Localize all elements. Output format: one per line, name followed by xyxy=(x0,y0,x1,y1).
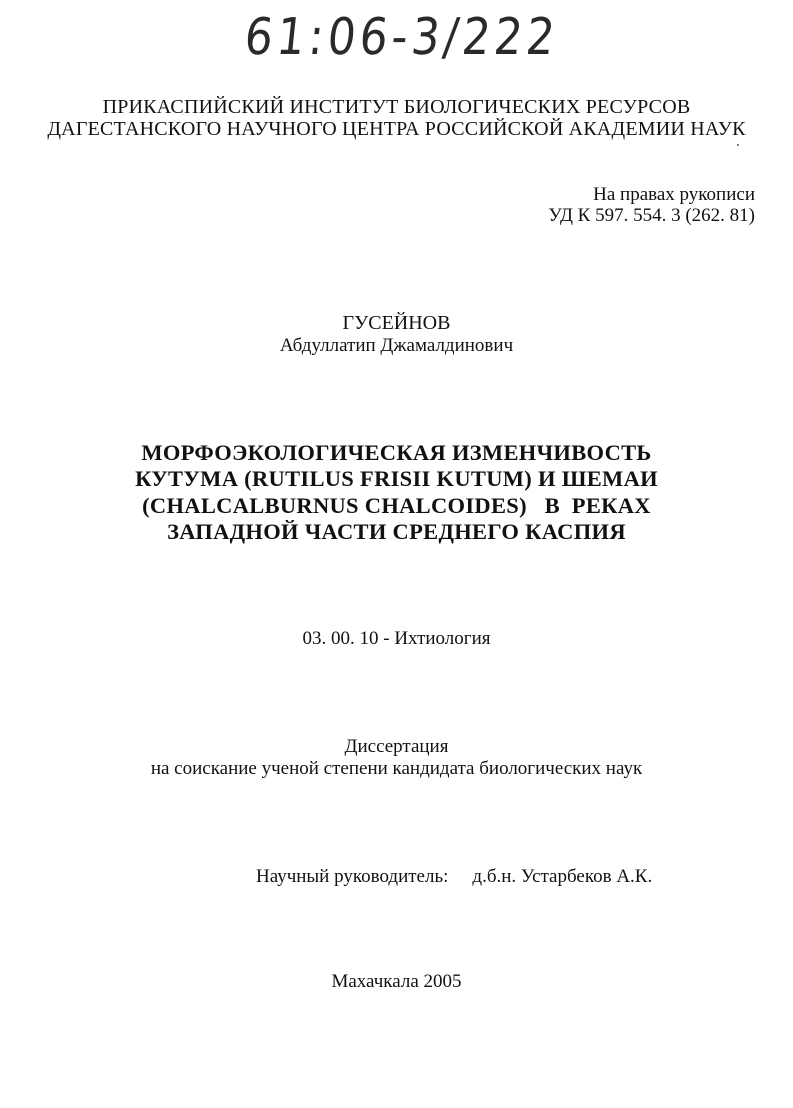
specialty-code: 03. 00. 10 - Ихтиология xyxy=(302,628,491,649)
thesis-title-line-3: (CHALCALBURNUS CHALCOIDES) В РЕКАХ xyxy=(142,493,651,518)
supervisor-line xyxy=(256,866,652,888)
supervisor-name: д.б.н. Устарбеков А.К. xyxy=(472,866,653,887)
author-given-name: Абдуллатип Джамалдинович xyxy=(279,335,514,356)
thesis-title-line-1: МОРФОЭКОЛОГИЧЕСКАЯ ИЗМЕНЧИВОСТЬ xyxy=(141,440,652,465)
udk-code: УД К 597. 554. 3 (262. 81) xyxy=(548,205,755,226)
thesis-purpose: на соискание ученой степени кандидата биологических наук xyxy=(150,758,643,779)
thesis-type: Диссертация xyxy=(344,736,449,757)
scan-speck xyxy=(737,144,739,146)
institute-line-2: ДАГЕСТАНСКОГО НАУЧНОГО ЦЕНТРА РОССИЙСКОЙ АКАДЕМИИ НАУК xyxy=(47,118,746,140)
institute-line-1: ПРИКАСПИЙСКИЙ ИНСТИТУТ БИОЛОГИЧЕСКИХ РЕСУРСОВ xyxy=(102,96,691,118)
handwritten-archive-code: 61:06-3/222 xyxy=(241,8,562,67)
manuscript-rights-label: На правах рукописи xyxy=(593,184,755,205)
thesis-title-line-4: ЗАПАДНОЙ ЧАСТИ СРЕДНЕГО КАСПИЯ xyxy=(167,519,626,544)
author-surname: ГУСЕЙНОВ xyxy=(342,312,451,334)
thesis-title-line-2: КУТУМА (RUTILUS FRISII KUTUM) И ШЕМАИ xyxy=(135,466,658,491)
supervisor-label: Научный руководитель: xyxy=(256,866,449,887)
place-and-year: Махачкала 2005 xyxy=(331,971,462,992)
